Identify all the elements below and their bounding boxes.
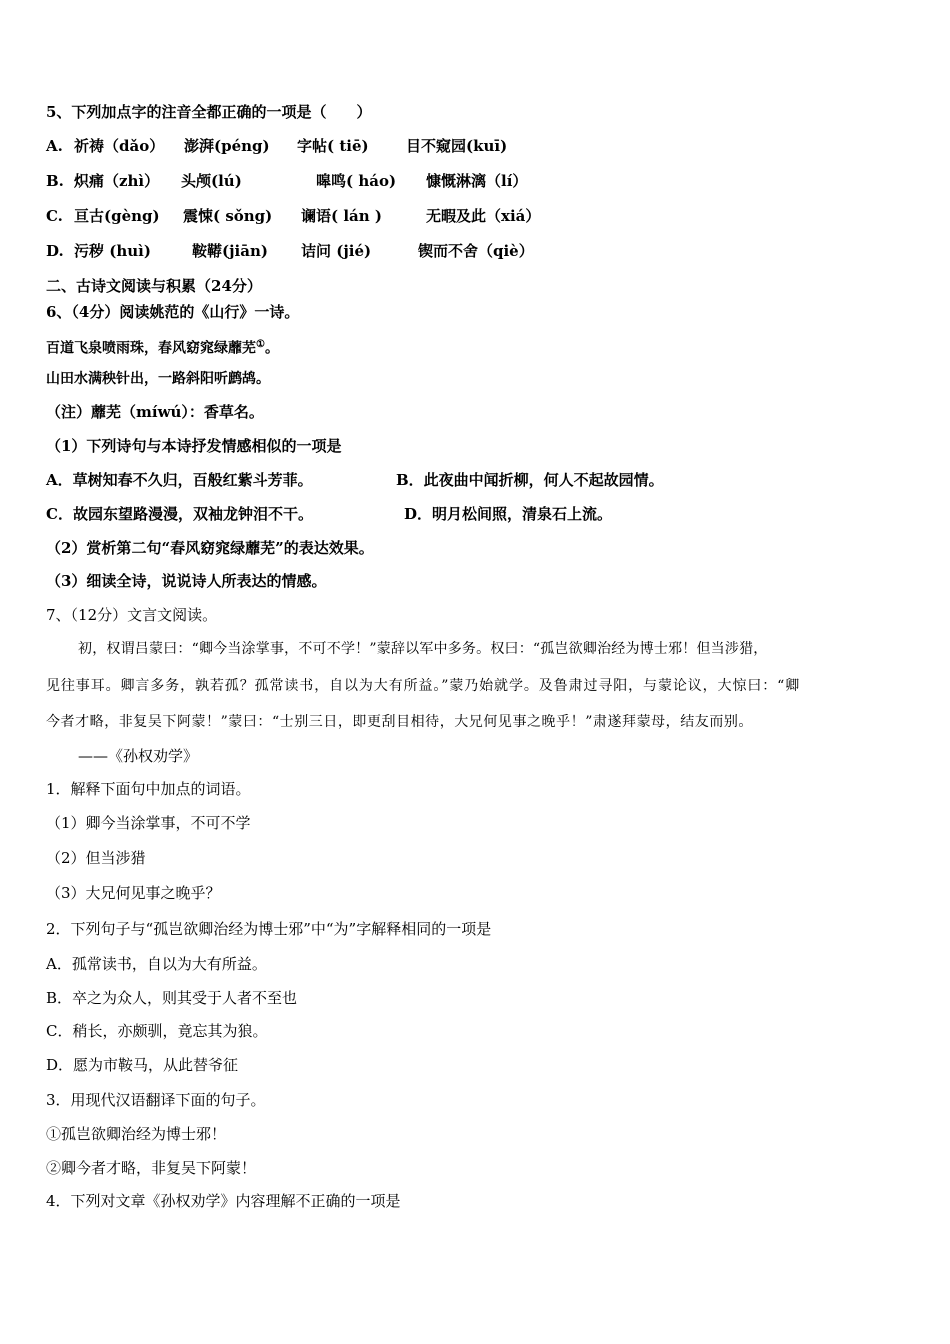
option-item: 诘问 (jié)	[301, 242, 372, 260]
q5-stem: 5、下列加点字的注音全都正确的一项是（ ）	[46, 103, 372, 121]
option-item: 锲而不舍（qiè）	[418, 242, 534, 260]
option-item: 目不窥园(kuī)	[406, 137, 508, 155]
option-item: 谰语( lán )	[301, 207, 382, 225]
q7-stem: 7、（12分）文言文阅读。	[46, 606, 218, 624]
option-item: 无暇及此（xiá）	[426, 207, 541, 225]
q7-question: （1）卿今当涂掌事，不可不学	[46, 814, 251, 832]
option-item: 嗥鸣( háo)	[316, 172, 397, 190]
q6-option-a: A．草树知春不久归，百般红紫斗芳菲。	[46, 471, 313, 489]
q7-option: A．孤常读书，自以为大有所益。	[46, 955, 267, 973]
footnote-mark: ①	[256, 339, 265, 350]
option-label: B.	[46, 172, 64, 190]
q7-translate-item: ②卿今者才略，非复吴下阿蒙！	[46, 1159, 257, 1177]
poem-text: 百道飞泉喷雨珠，春风窈窕绿蘼芜	[46, 340, 256, 357]
q7-option: B．卒之为众人，则其受于人者不至也	[46, 989, 298, 1007]
q7-question: 4．下列对文章《孙权劝学》内容理解不正确的一项是	[46, 1192, 401, 1210]
option-item: 祈祷（dǎo）	[74, 137, 165, 155]
q7-question: 2．下列句子与“孤岂欲卿治经为博士邪”中“为”字解释相同的一项是	[46, 920, 492, 938]
passage-line: 见往事耳。卿言多务，孰若孤？孤常读书，自以为大有所益。”蒙乃始就学。及鲁肃过寻阳，与蒙论议，大惊曰：“卿	[46, 678, 801, 694]
option-item: 炽痛（zhì）	[74, 172, 160, 190]
q7-question: （2）但当涉猎	[46, 849, 146, 867]
poem-note: （注）蘼芜（míwú）：香草名。	[46, 403, 264, 421]
poem-line-2: 山田水满秧针出，一路斜阳听鹧鸪。	[46, 371, 270, 387]
q6-sub3: （3）细读全诗，说说诗人所表达的情感。	[46, 572, 327, 590]
passage-line: 今者才略，非复吴下阿蒙！”蒙曰：“士别三日，即更刮目相待，大兄何见事之晚乎！”肃遂拜蒙母，结友而别。	[46, 714, 753, 730]
q7-option: D．愿为市鞍马，从此替爷征	[46, 1056, 239, 1074]
section-heading: 二、古诗文阅读与积累（24分）	[46, 277, 262, 295]
option-item: 字帖( tiē)	[297, 137, 369, 155]
q6-stem: 6、（4分）阅读姚范的《山行》一诗。	[46, 303, 300, 321]
q7-translate-item: ①孤岂欲卿治经为博士邪！	[46, 1125, 227, 1143]
q7-question: （3）大兄何见事之晚乎？	[46, 884, 221, 902]
q6-sub2: （2）赏析第二句“春风窈窕绿蘼芜”的表达效果。	[46, 539, 374, 557]
option-item: 头颅(lú)	[181, 172, 242, 190]
q6-option-c: C．故园东望路漫漫，双袖龙钟泪不干。	[46, 505, 313, 523]
q7-option: C．稍长，亦颇驯，竟忘其为狼。	[46, 1022, 268, 1040]
passage-line: 初，权谓吕蒙曰：“卿今当涂掌事，不可不学！”蒙辞以军中多务。权曰：“孤岂欲卿治经为博士邪！但当涉猎，	[78, 641, 768, 657]
option-item: 亘古(gèng)	[74, 207, 160, 225]
option-label: C.	[46, 207, 63, 225]
q6-sub1: （1）下列诗句与本诗抒发情感相似的一项是	[46, 437, 342, 455]
option-item: 鞍鞯(jiān)	[192, 242, 268, 260]
option-item: 震悚( sǒng)	[183, 207, 273, 225]
q6-option-b: B．此夜曲中闻折柳，何人不起故园情。	[396, 471, 664, 489]
option-item: 澎湃(péng)	[184, 137, 270, 155]
q7-question: 1．解释下面句中加点的词语。	[46, 780, 251, 798]
option-item: 污秽 (huì)	[74, 242, 151, 260]
q6-option-d: D．明月松间照，清泉石上流。	[404, 505, 613, 523]
option-item: 慷慨淋漓（lí）	[426, 172, 528, 190]
poem-line-1	[46, 335, 279, 359]
passage-source: ——《孙权劝学》	[78, 747, 199, 765]
poem-punct: 。	[264, 340, 279, 357]
q7-question: 3．用现代汉语翻译下面的句子。	[46, 1091, 266, 1109]
option-label: D.	[46, 242, 64, 260]
option-label: A.	[46, 137, 63, 155]
